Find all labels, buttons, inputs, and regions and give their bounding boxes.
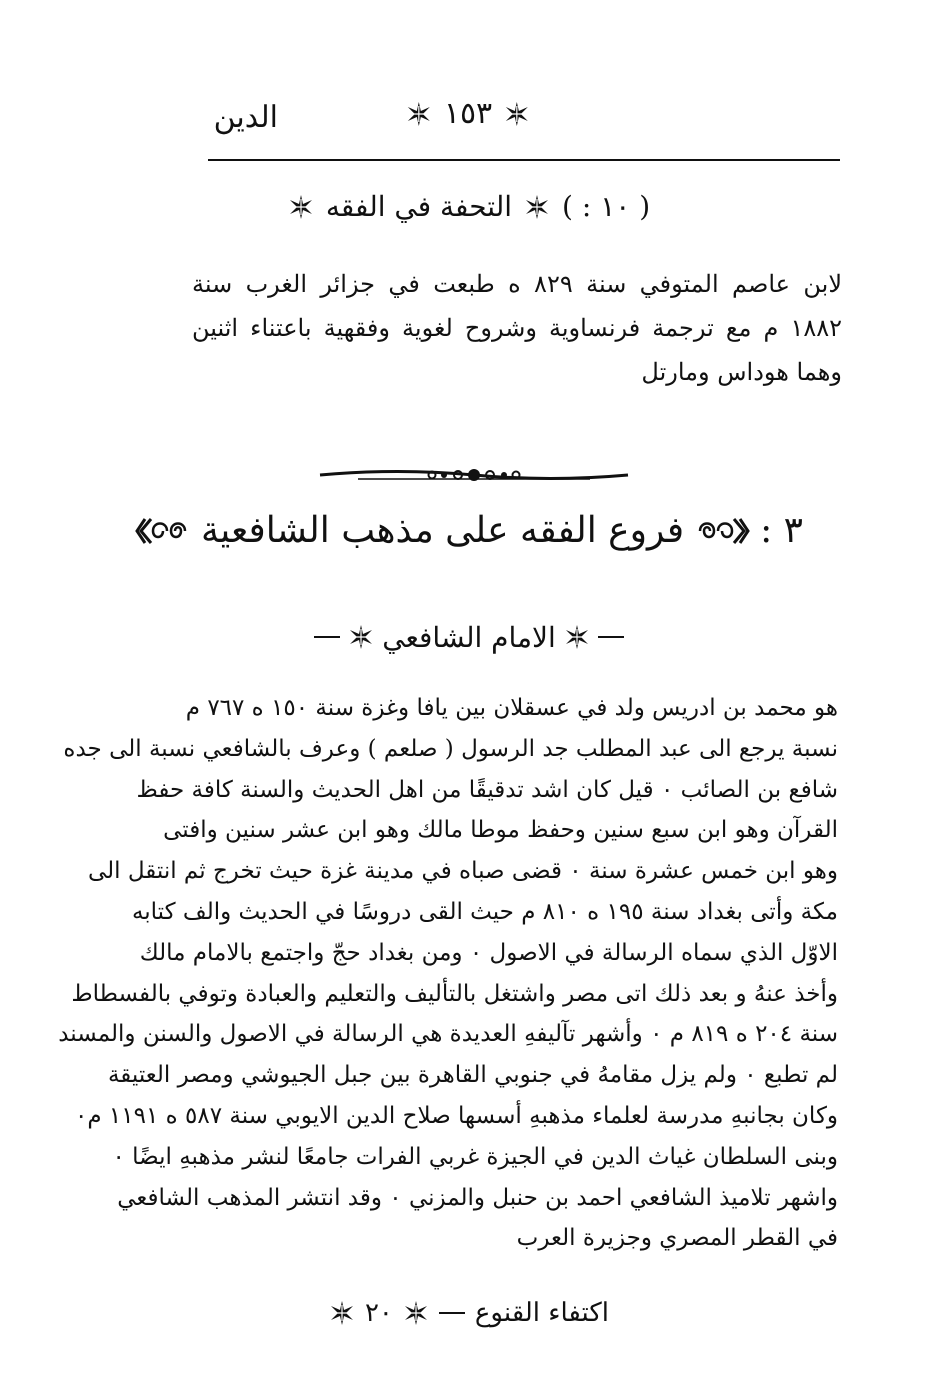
star-ornament-icon bbox=[564, 624, 590, 650]
star-ornament-icon bbox=[524, 194, 550, 220]
body-line: مكة وأتى بغداد سنة ١٩٥ ه ٨١٠ م حيث القى دروسًا في الحديث والف كتابه bbox=[131, 898, 838, 925]
body-line: وكان بجانبهِ مدرسة لعلماء مذهبهِ أسسها صلاح الدين الايوبي سنة ٥٨٧ ه ١١٩١ م٠ bbox=[75, 1102, 838, 1129]
subtitle-text: الامام الشافعي bbox=[382, 620, 556, 654]
body-line: في القطر المصري وجزيرة العرب bbox=[516, 1225, 838, 1252]
dash-rule bbox=[439, 1312, 465, 1314]
running-head-section: الدين bbox=[213, 100, 278, 135]
body-line: الاوّل الذي سماه الرسالة في الاصول ٠ ومن بغداد حجّ واجتمع بالامام مالك bbox=[139, 939, 838, 966]
body-line: وهو ابن خمس عشرة سنة ٠ قضى صباه في مدينة غزة حيث تخرج ثم انتقل الى bbox=[87, 858, 838, 885]
page-number-group bbox=[406, 96, 530, 131]
star-ornament-icon bbox=[329, 1300, 355, 1326]
footer-label: اكتفاء القنوع bbox=[474, 1298, 610, 1328]
body-line: وأخذ عنهُ و بعد ذلك اتى مصر واشتغل بالتأليف والتعليم والعبادة وتوفي بالفسطاط bbox=[71, 980, 838, 1007]
dash-rule bbox=[598, 636, 624, 638]
star-ornament-icon bbox=[403, 1300, 429, 1326]
swirl-ornament-icon bbox=[694, 513, 750, 549]
main-body-text bbox=[58, 688, 838, 1259]
star-ornament-icon bbox=[504, 101, 530, 127]
footer-number: ٢٠ bbox=[364, 1298, 393, 1328]
page-footer bbox=[0, 1298, 938, 1328]
chapter-number: ٣ : bbox=[760, 510, 804, 551]
star-ornament-icon bbox=[348, 624, 374, 650]
chapter-heading bbox=[0, 510, 938, 551]
header-rule bbox=[208, 159, 840, 161]
star-ornament-icon bbox=[406, 101, 432, 127]
star-ornament-icon bbox=[288, 194, 314, 220]
ornamental-divider bbox=[318, 462, 630, 488]
body-line: هو محمد بن ادريس ولد في عسقلان بين يافا وغزة سنة ١٥٠ ه ٧٦٧ م bbox=[185, 695, 838, 721]
body-line: القرآن وهو ابن سبع سنين وحفظ موطا مالك وهو ابن عشر سنين وافتى bbox=[163, 817, 838, 844]
section-subtitle bbox=[0, 612, 938, 654]
entry-heading bbox=[0, 190, 938, 223]
body-line: سنة ٢٠٤ ه ٨١٩ م ٠ وأشهر تآليفهِ العديدة هي الرسالة في الاصول والسنن والمسند bbox=[58, 1021, 838, 1048]
page-number: ١٥٣ bbox=[443, 96, 493, 131]
chapter-title: فروع الفقه على مذهب الشافعية bbox=[200, 510, 685, 551]
entry-title: التحفة في الفقه bbox=[325, 190, 513, 223]
body-line: واشهر تلاميذ الشافعي احمد بن حنبل والمزني ٠ وقد انتشر المذهب الشافعي bbox=[117, 1184, 838, 1211]
swirl-ornament-icon bbox=[135, 513, 191, 549]
body-line: شافع بن الصائب ٠ قيل كان اشد تدقيقًا من اهل الحديث والسنة كافة حفظ bbox=[136, 776, 838, 803]
body-line: نسبة يرجع الى عبد المطلب جد الرسول ( صلعم ) وعرف بالشافعي نسبة الى جده bbox=[63, 735, 838, 762]
body-line: وبنى السلطان غياث الدين في الجيزة غربي الفرات جامعًا لنشر مذهبهِ ايضًا ٠ bbox=[112, 1143, 838, 1170]
dash-rule bbox=[314, 636, 340, 638]
entry-number: ( ١٠ : ) bbox=[562, 190, 651, 223]
running-head bbox=[0, 96, 938, 146]
entry-body: لابن عاصم المتوفي سنة ٨٢٩ ه طبعت في جزائر الغرب سنة ١٨٨٢ م مع ترجمة فرنساوية وشروح لغوية وفقهية باعتناء اثنين وهما هوداس ومارتل bbox=[192, 270, 843, 386]
body-line: لم تطبع ٠ ولم يزل مقامهُ في جنوبي القاهرة بين جبل الجيوشي ومصر العتيقة bbox=[107, 1062, 838, 1089]
